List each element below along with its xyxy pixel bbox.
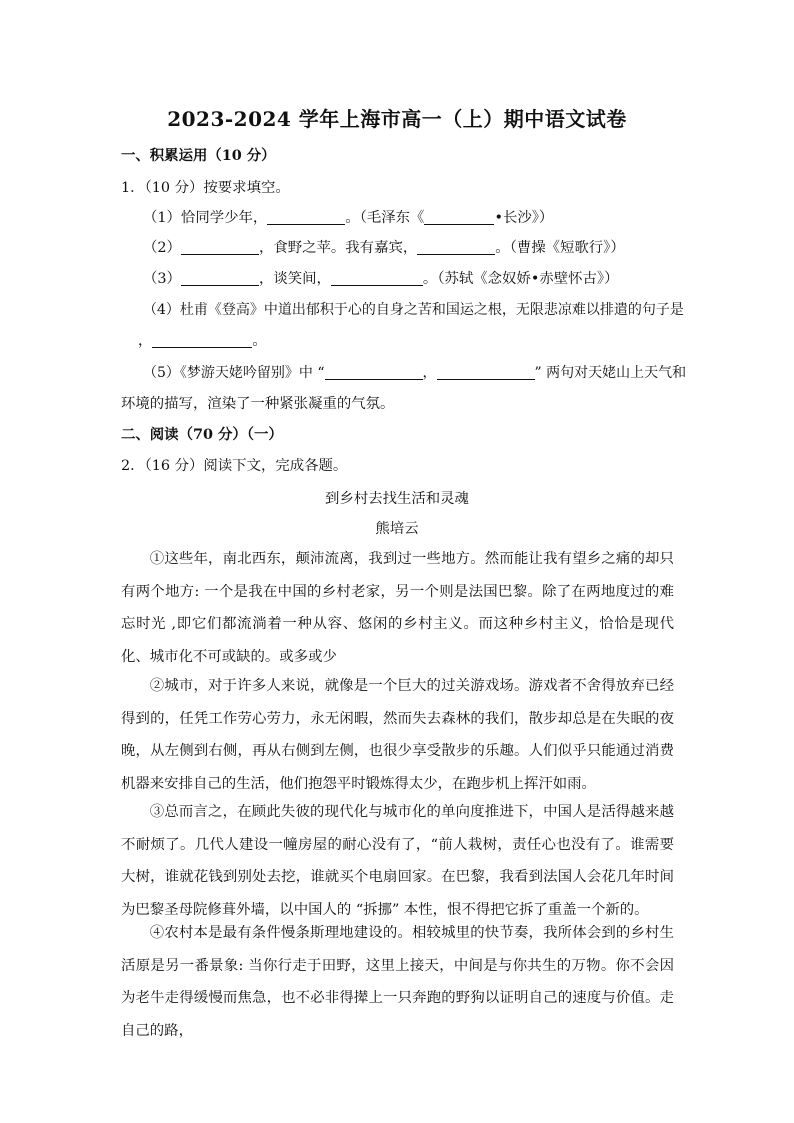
- fill-item-3: [143, 269, 618, 289]
- fill-item-5-text-b: ，: [422, 365, 437, 381]
- fill-item-3-text-c: 。（苏轼《念奴娇•赤壁怀古》）: [422, 271, 619, 287]
- fill-item-1: [143, 208, 553, 228]
- question1-stem: 1．（10 分）按要求填空。: [121, 180, 290, 196]
- answer-blank[interactable]: [325, 364, 423, 380]
- fill-item-5-line2: 环境的描写，渲染了一种紧张凝重的气氛。: [121, 396, 395, 412]
- answer-blank[interactable]: [417, 239, 495, 255]
- fill-item-2-text-b: ，食野之苹。我有嘉宾，: [258, 240, 418, 256]
- section2-heading: 二、阅读（70 分）（一）: [121, 426, 283, 443]
- article-paragraph-3: ③总而言之，在顾此失彼的现代化与城市化的单向度推进下，中国人是活得越来越不耐烦了。几代人建设一幢房屋的耐心没有了，“前人栽树，责任心也没有了。谁需要大树，谁就花钱到别处去挖，谁就买个电扇回家。在巴黎，我看到法国人会花几年时间为巴黎圣母院修葺外墙，以中国人的 “拆挪” 本性，恨不得把它拆了重盖一个新的。: [121, 804, 674, 918]
- article-paragraph-1: ①这些年，南北西东，颠沛流离，我到过一些地方。然而能让我有望乡之痛的却只有两个地方: 一个是我在中国的乡村老家，另一个则是法国巴黎。除了在两地度过的难忘时光 ,即它们都流淌着一种从容、悠闲的乡村主义。而这种乡村主义，恰恰是现代化、城市化不可或缺的。或多或少: [121, 551, 674, 665]
- answer-blank[interactable]: [181, 270, 259, 286]
- fill-item-4-text-b: 。: [252, 333, 267, 349]
- fill-item-1-text-b: 。（毛泽东《: [345, 210, 425, 226]
- article-author: 熊培云: [375, 521, 419, 537]
- section1-heading: 一、积累运用（10 分）: [121, 147, 276, 164]
- fill-item-4-text-a: ，: [138, 333, 153, 349]
- fill-item-2-text-c: 。（曹操《短歌行》）: [495, 240, 625, 256]
- fill-item-3-text-a: （3）: [143, 271, 181, 287]
- page-title: 2023-2024 学年上海市高一（上）期中语文试卷: [167, 107, 627, 131]
- fill-item-5-line1: [143, 363, 686, 383]
- article-paragraph-2: ②城市，对于许多人来说，就像是一个巨大的过关游戏场。游戏者不舍得放弃已经得到的，任凭工作劳心劳力，永无闲暇，然而失去森林的我们，散步却总是在失眠的夜晚，从左侧到右侧，再从右侧到左侧，也很少享受散步的乐趣。人们似乎只能通过消费机器来安排自己的生活，他们抱怨平时锻炼得太少，在跑步机上挥汗如雨。: [121, 678, 674, 792]
- fill-item-1-text-a: （1）恰同学少年，: [143, 210, 268, 226]
- fill-item-5-text-c: ” 两句对天姥山上天气和: [534, 365, 687, 381]
- article-title: 到乡村去找生活和灵魂: [325, 491, 469, 507]
- answer-blank[interactable]: [267, 209, 345, 225]
- question2-stem: 2．（16 分）阅读下文，完成各题。: [121, 458, 348, 474]
- answer-blank[interactable]: [437, 364, 535, 380]
- article-paragraph-4: ④农村本是最有条件慢条斯理地建设的。相较城里的快节奏，我所体会到的乡村生活原是另一番景象: 当你行走于田野，这里上接天，中间是与你共生的万物。你不会因为老牛走得缓慢而焦急，也不必非得撵上一只奔跑的野狗以证明自己的速度与价值。走自己的路，: [121, 925, 674, 1039]
- answer-blank[interactable]: [424, 209, 494, 225]
- answer-blank[interactable]: [152, 332, 252, 348]
- fill-item-2-text-a: （2）: [143, 240, 181, 256]
- fill-item-3-text-b: ，谈笑间，: [258, 271, 331, 287]
- fill-item-5-text-a: （5）《梦游天姥吟留别》中 “: [143, 365, 325, 381]
- answer-blank[interactable]: [181, 239, 259, 255]
- fill-item-2: [143, 238, 625, 258]
- answer-blank[interactable]: [331, 270, 423, 286]
- fill-item-4-line1: （4）杜甫《登高》中道出郁积于心的自身之苦和国运之根，无限悲凉难以排遣的句子是: [143, 302, 684, 318]
- fill-item-1-text-c: •长沙》）: [494, 210, 554, 226]
- fill-item-4-line2: [138, 331, 267, 351]
